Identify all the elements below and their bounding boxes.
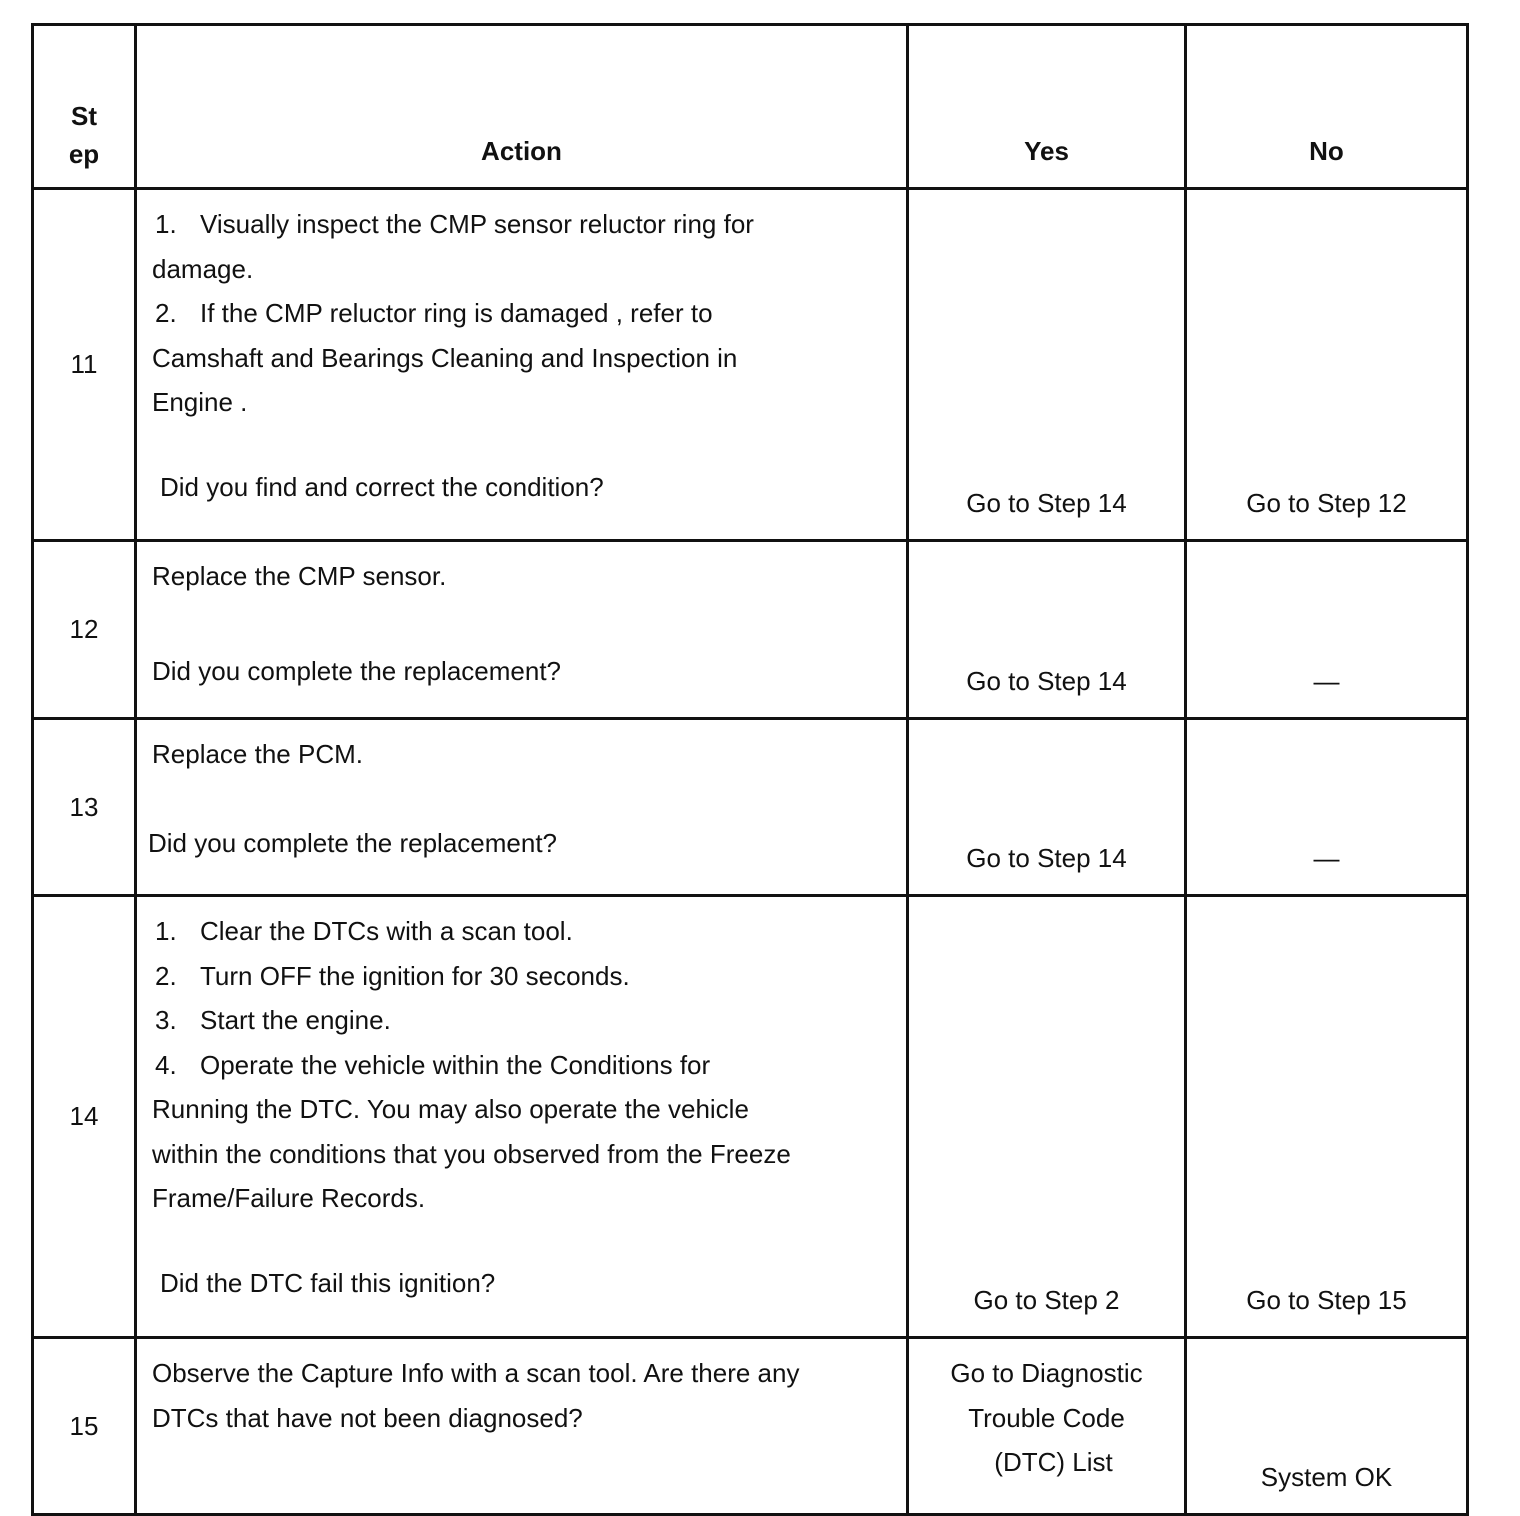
no-result: Go to Step 12 — [1186, 189, 1468, 541]
yes-result-line: Go to Diagnostic — [950, 1358, 1143, 1388]
table-row — [33, 541, 1468, 719]
action-line: Frame/Failure Records. — [152, 1183, 426, 1213]
action-question: Did the DTC fail this ignition? — [160, 1267, 496, 1298]
header-action: Action — [136, 25, 908, 189]
step-number: 15 — [33, 1338, 136, 1515]
table-row — [33, 719, 1468, 896]
step-number: 11 — [33, 189, 136, 541]
action-line: Engine . — [152, 387, 248, 417]
action-text: Replace the CMP sensor. — [152, 561, 447, 591]
yes-result: Go to Step 14 — [908, 189, 1186, 541]
action-line: 2. Turn OFF the ignition for 30 seconds. — [155, 960, 630, 991]
no-result: System OK — [1186, 1338, 1468, 1515]
action-line: DTCs that have not been diagnosed? — [152, 1402, 583, 1433]
step-number: 12 — [33, 541, 136, 719]
yes-result-line: (DTC) List — [994, 1447, 1113, 1477]
step-number: 13 — [33, 719, 136, 896]
table-row — [33, 189, 1468, 541]
header-step-line-2: ep — [68, 139, 100, 169]
action-line: 3. Start the engine. — [155, 1005, 391, 1035]
no-result: Go to Step 15 — [1186, 896, 1468, 1338]
action-line: Camshaft and Bearings Cleaning and Inspection in — [152, 342, 738, 373]
action-line: within the conditions that you observed from the Freeze — [152, 1138, 791, 1169]
no-result: — — [1186, 541, 1468, 719]
action-line: Running the DTC. You may also operate the vehicle — [152, 1094, 749, 1124]
action-line: 4. Operate the vehicle within the Conditions for — [155, 1049, 711, 1080]
action-cell — [136, 541, 908, 719]
action-line: damage. — [152, 253, 254, 284]
no-result: — — [1186, 719, 1468, 896]
yes-result: Go to Step 2 — [908, 896, 1186, 1338]
header-row — [33, 25, 1468, 189]
table-row — [33, 896, 1468, 1338]
header-no: No — [1186, 25, 1468, 189]
action-line: Observe the Capture Info with a scan tool. Are there any — [152, 1358, 800, 1388]
action-line: 1. Visually inspect the CMP sensor reluctor ring for — [155, 209, 754, 239]
yes-result — [908, 1338, 1186, 1515]
header-step-line-1: St — [71, 101, 97, 131]
action-line: 1. Clear the DTCs with a scan tool. — [155, 916, 573, 946]
step-number: 14 — [33, 896, 136, 1338]
diagnostic-table — [31, 23, 1469, 1516]
yes-result: Go to Step 14 — [908, 719, 1186, 896]
action-question: Did you complete the replacement? — [152, 655, 562, 686]
action-question: Did you find and correct the condition? — [160, 471, 604, 502]
yes-result-line: Trouble Code — [968, 1402, 1125, 1433]
action-text: Replace the PCM. — [152, 739, 363, 769]
table-row — [33, 1338, 1468, 1515]
header-yes: Yes — [908, 25, 1186, 189]
action-line: 2. If the CMP reluctor ring is damaged , refer to — [155, 298, 713, 328]
action-cell — [136, 1338, 908, 1515]
yes-result: Go to Step 14 — [908, 541, 1186, 719]
action-question: Did you complete the replacement? — [148, 827, 558, 858]
header-step — [33, 25, 136, 189]
action-cell — [136, 189, 908, 541]
action-cell — [136, 896, 908, 1338]
action-cell — [136, 719, 908, 896]
